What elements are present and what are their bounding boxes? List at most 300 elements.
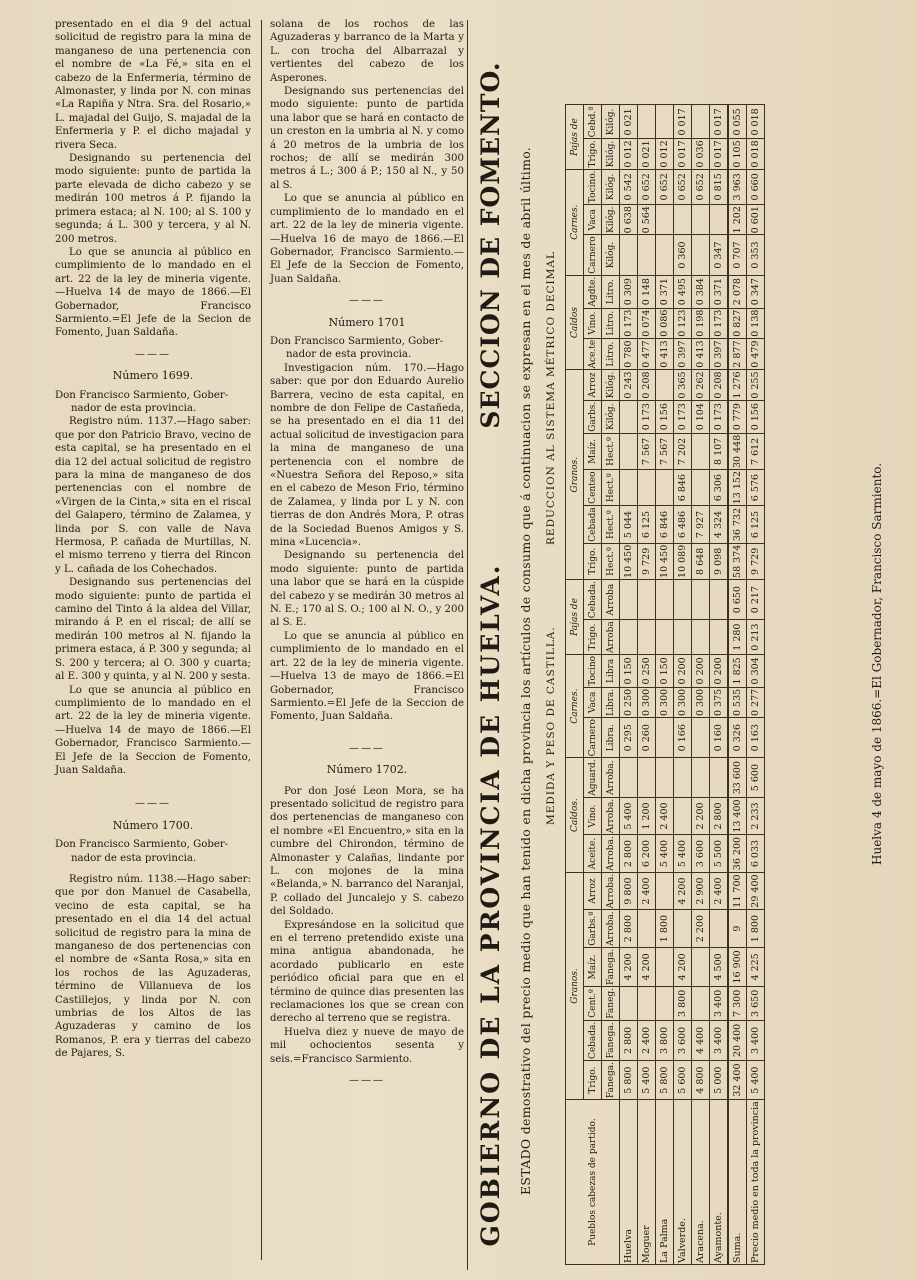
price-cell: 0 360 (674, 235, 692, 275)
separator: ——— (349, 1075, 385, 1087)
price-cell: 2 900 (692, 872, 710, 910)
price-cell: 2 078 (728, 275, 747, 308)
price-cell: 4 225 (747, 947, 765, 986)
price-cell (638, 620, 656, 655)
price-cell (692, 758, 710, 797)
price-cell: 7 202 (674, 433, 692, 469)
price-cell: 0 104 (692, 400, 710, 433)
column-header: Vaca (584, 205, 602, 235)
price-cell (710, 758, 729, 797)
notice-header-line: nador de esta provincia. (71, 852, 197, 864)
price-cell (674, 758, 692, 797)
price-cell: 7 567 (638, 433, 656, 469)
price-cell (620, 758, 638, 797)
price-cell: 2 233 (747, 797, 765, 835)
price-cell (620, 400, 638, 433)
price-cell: 0 055 (728, 105, 747, 139)
table-row (728, 105, 747, 1265)
unit-header: Litro. (602, 275, 620, 308)
table-row (747, 105, 765, 1265)
price-cell: 0 243 (620, 370, 638, 400)
table-footer: Huelva 4 de mayo de 1866.=El Gobernador, Francisco Sarmiento. (870, 462, 884, 865)
price-cell: 0 250 (620, 687, 638, 717)
price-cell: 3 400 (710, 986, 729, 1020)
price-cell: 0 779 (728, 400, 747, 433)
price-cell: 0 652 (638, 169, 656, 205)
price-cell: 36 732 (728, 506, 747, 543)
price-cell (620, 235, 638, 275)
notice-header-line: Don Francisco Sarmiento, Gober- (55, 389, 229, 401)
column-header: Vino. (584, 797, 602, 835)
price-cell: 4 500 (710, 947, 729, 986)
price-cell: 0 397 (674, 338, 692, 370)
price-cell: 2 200 (692, 910, 710, 948)
separator: ——— (349, 295, 385, 307)
price-cell (638, 470, 656, 506)
price-cell: 0 021 (638, 139, 656, 169)
price-cell (674, 910, 692, 948)
price-cell: 0 200 (674, 654, 692, 687)
price-cell (620, 986, 638, 1020)
price-cell: 1 276 (728, 370, 747, 400)
section-title: SECCION DE FOMENTO. (476, 61, 505, 429)
unit-header: Arroba. (602, 797, 620, 835)
unit-header: Arroba (602, 620, 620, 655)
price-cell: 0 163 (747, 718, 765, 758)
price-cell: 1 825 (728, 654, 747, 687)
unit-header: Arroba (602, 579, 620, 619)
price-cell: 5 400 (656, 835, 674, 873)
price-cell: 5 400 (638, 1061, 656, 1100)
unit-header: Kilóg. (602, 370, 620, 400)
price-cell: 0 217 (747, 579, 765, 619)
price-cell: 0 309 (620, 275, 638, 308)
price-cell: 4 324 (710, 506, 729, 543)
price-cell: 0 479 (747, 338, 765, 370)
price-cell: 2 877 (728, 338, 747, 370)
price-cell: 0 173 (674, 400, 692, 433)
price-cell: 0 304 (747, 654, 765, 687)
price-cell: 5 800 (656, 1061, 674, 1100)
price-cell (692, 986, 710, 1020)
column-header: Tocino (584, 654, 602, 687)
price-cell: 6 125 (638, 506, 656, 543)
price-cell (692, 105, 710, 139)
notice-number: Número 1700. (112, 818, 194, 832)
unit-header: Arroba. (602, 910, 620, 948)
price-cell: 6 486 (674, 506, 692, 543)
price-cell: 0 660 (747, 169, 765, 205)
unit-header: Fanega. (602, 947, 620, 986)
column-header: Trigo. (584, 543, 602, 579)
government-title: GOBIERNO DE LA PROVINCIA DE HUELVA. (476, 563, 505, 1247)
price-cell (656, 947, 674, 986)
paragraph: Por don José Leon Mora, se ha presentado solicitud de registro para dos pertenencias de manganeso con el nombre «El Encuentro,» sita en la cumbre del Chirondon, término de Almonaster y Calañas, lindante por L. con mojones de la mina «Belanda,» N. barranco del Naranjal, P. collado del Juncalejo y S. cabezo del Soldado. (270, 785, 464, 918)
price-cell: 4 200 (638, 947, 656, 986)
notice-header-line: nador de esta provincia. (286, 349, 412, 361)
price-cell: 6 846 (656, 506, 674, 543)
price-cell: 6 576 (747, 470, 765, 506)
price-cell: 13 400 (728, 797, 747, 835)
price-cell: 0 017 (674, 105, 692, 139)
price-cell: 5 800 (620, 1061, 638, 1100)
price-cell: 29 400 (747, 872, 765, 910)
paragraph: Investigacion núm. 170.—Hago saber: que por don Eduardo Aurelio Barrera, vecino de esta capital, en nombre de don Felipe de Castañeda, se ha presentado en el dia 11 del actual solicitud de investigacion para la mina de manganeso de una pertenencia con el nombre de «Nuestra Señora del Reposo,» sita en el cabezo de Meson Frio, término de Zalamea, y linda por L y N. con tierras de don Andrés Mora, P. otras de la Sociedad Buenos Amigos y S. mina «Lucencia». (270, 362, 464, 549)
notice-header (55, 838, 251, 865)
paragraph: Registro núm. 1138.—Hago saber: que por don Manuel de Casabella, vecino de esta capital, se ha presentado en el dia 14 del actual solicitud de registro para la mina de manganeso de dos pertenencias con el nombre de «Santa Rosa,» sita en los rochos de las Aguzaderas, término de Villanueva de los Castillejos, y linda por N. con umbrias de los Altos de las Aguzaderas y camino de los Romanos, P. era y tierras del cabezo de Pajares, S. (55, 873, 251, 1060)
price-cell: 30 448 (728, 433, 747, 469)
price-cell (656, 105, 674, 139)
price-cell (692, 205, 710, 235)
price-cell: 13 152 (728, 470, 747, 506)
paragraph: Huelva diez y nueve de mayo de mil ochocientos sesenta y seis.=Francisco Sarmiento. (270, 1026, 464, 1065)
price-cell: 0 036 (692, 139, 710, 169)
unit-header: Kilóg. (602, 169, 620, 205)
group-header: Granos. (566, 370, 584, 580)
price-cell: 5 400 (674, 835, 692, 873)
price-cell: 4 200 (674, 947, 692, 986)
column-header: Aceite. (584, 835, 602, 873)
price-cell: 5 600 (674, 1061, 692, 1100)
price-cell: 0 495 (674, 275, 692, 308)
unit-header: Fanega. (602, 1061, 620, 1100)
price-cell: 1 202 (728, 205, 747, 235)
unit-header: Libra. (602, 718, 620, 758)
notice-header (270, 335, 464, 362)
unit-header: Kilóg. (602, 235, 620, 275)
column-header: Cebd.ª (584, 105, 602, 139)
price-table (565, 104, 765, 1265)
price-cell: 0 012 (656, 139, 674, 169)
price-cell (638, 105, 656, 139)
paragraph: Designando sus pertenencias del modo siguiente: punto de partida el camino del Tinto á la aldea del Villar, mirando á P. en el riscal; de allí se medirán 100 metros al N. fijando la primera estaca, á P. 300 y segunda; al S. 200 y tercera; al O. 300 y cuarta; al E. 300 y quinta, y al N. 200 y sesta. (55, 577, 251, 683)
column-header: Tocino. (584, 169, 602, 205)
price-cell (638, 986, 656, 1020)
price-cell: 0 347 (710, 235, 729, 275)
column-header: Vaca (584, 687, 602, 717)
price-cell: 0 384 (692, 275, 710, 308)
price-cell: 0 295 (620, 718, 638, 758)
paragraph: Expresándose en la solicitud que en el terreno pretendido existe una mina antigua abandonada, he acordado publicarlo en este periódico oficial para que en el término de quince dias presenten las reclamaciones los que se crean con derecho al terreno que se registra. (270, 919, 464, 1025)
price-cell: 0 138 (747, 308, 765, 338)
price-cell: 0 156 (656, 400, 674, 433)
price-cell: 0 173 (620, 308, 638, 338)
column-header: Cebada. (584, 1020, 602, 1060)
price-cell (620, 470, 638, 506)
unit-header: Hect.º (602, 543, 620, 579)
price-cell: 8 107 (710, 433, 729, 469)
price-cell: 0 326 (728, 718, 747, 758)
price-cell: 4 800 (692, 1061, 710, 1100)
price-cell (656, 205, 674, 235)
price-cell: 2 400 (638, 1020, 656, 1060)
price-cell: 0 652 (656, 169, 674, 205)
price-cell: 0 780 (620, 338, 638, 370)
price-cell: 0 018 (747, 139, 765, 169)
price-cell: 3 600 (692, 835, 710, 873)
price-cell (692, 433, 710, 469)
group-header: Granos. (566, 872, 584, 1099)
column-header: Cebada (584, 506, 602, 543)
group-header: Caldos (566, 275, 584, 370)
column-header: Carnero (584, 718, 602, 758)
price-cell: 0 021 (620, 105, 638, 139)
price-cell: 0 173 (710, 400, 729, 433)
price-cell: 0 086 (656, 308, 674, 338)
unit-header: Arroba. (602, 872, 620, 910)
price-cell: 7 612 (747, 433, 765, 469)
unit-header: Hect.º (602, 506, 620, 543)
price-cell: 0 535 (728, 687, 747, 717)
price-cell (692, 620, 710, 655)
price-cell: 0 300 (638, 687, 656, 717)
price-cell: 9 729 (638, 543, 656, 579)
column-header: Garbs.º (584, 910, 602, 948)
column-header: Trigo. (584, 1061, 602, 1100)
price-cell (638, 235, 656, 275)
price-cell: 0 300 (674, 687, 692, 717)
price-cell: 1 800 (656, 910, 674, 948)
price-cell: 0 148 (638, 275, 656, 308)
price-cell: 0 250 (638, 654, 656, 687)
price-cell (620, 433, 638, 469)
price-cell: 0 353 (747, 235, 765, 275)
castilla-measure-heading: MEDIDA Y PESO DE CASTILLA. (545, 626, 557, 825)
price-cell: 2 800 (620, 910, 638, 948)
group-header: Carnes. (566, 654, 584, 757)
price-cell (674, 579, 692, 619)
column-rule (261, 20, 262, 1260)
separator: ——— (135, 348, 171, 360)
price-cell: 2 800 (710, 797, 729, 835)
table-row (692, 105, 710, 1265)
price-cell: 3 400 (747, 1020, 765, 1060)
column-header: Maíz. (584, 947, 602, 986)
price-cell: 0 173 (638, 400, 656, 433)
unit-header: Hect.º (602, 433, 620, 469)
town-cell: Aracena. (692, 1100, 710, 1265)
price-cell: 6 033 (747, 835, 765, 873)
price-cell: 0 213 (747, 620, 765, 655)
column-header: Trigo. (584, 139, 602, 169)
price-cell: 0 707 (728, 235, 747, 275)
price-cell (710, 579, 729, 619)
price-cell: 2 400 (710, 872, 729, 910)
price-cell (692, 470, 710, 506)
price-cell: 5 500 (710, 835, 729, 873)
price-cell: 0 413 (656, 338, 674, 370)
price-cell: 32 400 (728, 1061, 747, 1100)
rotated-table-content (470, 5, 917, 1265)
price-cell: 0 371 (656, 275, 674, 308)
price-cell: 0 300 (692, 687, 710, 717)
price-cell: 33 600 (728, 758, 747, 797)
price-cell: 3 800 (674, 986, 692, 1020)
price-cell: 5 600 (747, 758, 765, 797)
price-cell: 0 650 (728, 579, 747, 619)
price-cell: 36 200 (728, 835, 747, 873)
unit-header: Arroba. (602, 835, 620, 873)
text-column-1 (55, 18, 251, 1061)
unit-header: Kilóg. (602, 400, 620, 433)
price-cell (638, 910, 656, 948)
table-row (620, 105, 638, 1265)
price-cell: 0 827 (728, 308, 747, 338)
notice-number: Número 1701 (328, 315, 406, 329)
price-cell: 3 963 (728, 169, 747, 205)
price-cell: 7 567 (656, 433, 674, 469)
price-cell (656, 718, 674, 758)
price-cell: 4 400 (692, 1020, 710, 1060)
paragraph: Lo que se anuncia al público en cumplimiento de lo mandado en el art. 22 de la ley de mineria vigente. —Huelva 13 de mayo de 1866.=El Gobernador, Francisco Sarmiento.=El Jefe de la Seccion de Fomento, Juan Saldaña. (270, 630, 464, 723)
town-cell: La Palma (656, 1100, 674, 1265)
column-header: Carnero (584, 235, 602, 275)
price-cell: 3 600 (674, 1020, 692, 1060)
price-cell: 7 927 (692, 506, 710, 543)
column-rule (467, 20, 468, 1270)
notice-header-line: Don Francisco Sarmiento, Gober- (55, 839, 229, 851)
price-cell (656, 620, 674, 655)
price-cell: 0 371 (710, 275, 729, 308)
column-header: Ace.te (584, 338, 602, 370)
column-header: Garbs. (584, 400, 602, 433)
town-cell: Huelva (620, 1100, 638, 1265)
price-cell (674, 797, 692, 835)
price-cell: 3 650 (747, 986, 765, 1020)
price-cell: 4 200 (674, 872, 692, 910)
price-cell: 3 400 (710, 1020, 729, 1060)
price-cell: 0 652 (674, 169, 692, 205)
unit-header: Fanega. (602, 1020, 620, 1060)
price-cell: 0 200 (692, 654, 710, 687)
price-cell: 0 601 (747, 205, 765, 235)
paragraph: Designando su pertenencia del modo siguiente: punto de partida la parte elevada de dicho cabezo y se medirán 100 metros á P. fijando la primera estaca; al N. 100; al S. 100 y segunda; á L. 300 y tercera, y al N. 200 metros. (55, 153, 251, 245)
price-cell (638, 579, 656, 619)
price-cell: 0 012 (620, 139, 638, 169)
price-cell: 0 255 (747, 370, 765, 400)
price-cell: 9 098 (710, 543, 729, 579)
price-cell: 0 074 (638, 308, 656, 338)
column-header: Centeo (584, 470, 602, 506)
column-header: Trigo. (584, 620, 602, 655)
price-cell (638, 758, 656, 797)
price-cell: 10 089 (674, 543, 692, 579)
price-cell: 0 542 (620, 169, 638, 205)
price-cell: 0 347 (747, 275, 765, 308)
price-cell: 0 017 (674, 139, 692, 169)
price-cell: 1 200 (638, 797, 656, 835)
price-cell: 2 200 (692, 797, 710, 835)
price-cell (692, 718, 710, 758)
unit-header: Hect.º (602, 470, 620, 506)
notice-header-line: nador de esta provincia. (71, 402, 197, 414)
town-cell: Valverde. (674, 1100, 692, 1265)
paragraph: Registro núm. 1137.—Hago saber: que por don Patricio Bravo, vecino de esta capital, se ha presentado en el dia 12 del actual solicitud de registro para la mina de manganeso de dos pertenencias con el nombre de «Virgen de la Cinta,» sita en el riscal del Galapero, término de Zalamea, y linda por S. con valle de Nava Hermosa, P. cañada de Murtillas, N. el mismo terreno y tierra del Rincon y L. cañada de los Cohechados. (55, 416, 251, 575)
price-cell: 6 200 (638, 835, 656, 873)
price-cell: 10 450 (620, 543, 638, 579)
table-row (710, 105, 729, 1265)
price-cell: 6 306 (710, 470, 729, 506)
rotated-table-section (470, 0, 917, 1280)
price-cell: 9 729 (747, 543, 765, 579)
price-cell: 0 260 (638, 718, 656, 758)
price-cell (674, 205, 692, 235)
price-cell: 0 564 (638, 205, 656, 235)
price-cell: 5 044 (620, 506, 638, 543)
paragraph: Lo que se anuncia al público en cumplimiento de lo mandado en el art. 22 de la ley de mineria vigente. —Huelva 14 de mayo de 1866.—El Gobernador, Francisco Sarmiento.—El Jefe de la Seccion de Fomento, Juan Saldaña. (55, 684, 251, 776)
price-cell (674, 620, 692, 655)
price-cell (710, 910, 729, 948)
paragraph: Lo que se anuncia al público en cumplimiento de lo mandado en el art. 22 de la ley de mineria vigente. —Huelva 14 de mayo de 1866.—El Gobernador, Francisco Sarmiento.=El Jefe de la Secion de Fomento, Juan Saldaña. (55, 246, 251, 339)
price-cell: 0 365 (674, 370, 692, 400)
unit-header: Kilóg. (602, 105, 620, 139)
unit-header: Kilóg. (602, 139, 620, 169)
price-cell: 6 846 (674, 470, 692, 506)
price-cell: 0 150 (656, 654, 674, 687)
price-cell: 7 300 (728, 986, 747, 1020)
price-cell: 0 262 (692, 370, 710, 400)
price-cell: 0 638 (620, 205, 638, 235)
price-cell: 0 413 (692, 338, 710, 370)
price-cell: 0 397 (710, 338, 729, 370)
table-row (674, 105, 692, 1265)
price-cell: 0 018 (747, 105, 765, 139)
unit-header: Libra. (602, 687, 620, 717)
price-cell: 10 450 (656, 543, 674, 579)
column-header: Arroz (584, 370, 602, 400)
price-cell: 0 375 (710, 687, 729, 717)
price-cell (692, 579, 710, 619)
town-cell: Ayamonte. (710, 1100, 729, 1265)
price-cell: 9 (728, 910, 747, 948)
price-cell: 0 208 (710, 370, 729, 400)
group-header: Caldos. (566, 758, 584, 872)
price-cell: 0 017 (710, 105, 729, 139)
table-row (638, 105, 656, 1265)
price-cell: 0 477 (638, 338, 656, 370)
unit-header: Litro. (602, 308, 620, 338)
price-cell: 0 208 (638, 370, 656, 400)
column-header: Maíz. (584, 433, 602, 469)
paragraph: Designando su pertenencia del modo siguiente: punto de partida una labor que se hará en la cúspide del cabezo y se medirán 30 metros al N. E.; 170 al S. O.; 100 al N. O., y 200 al S. E. (270, 550, 464, 629)
price-cell: 0 156 (747, 400, 765, 433)
price-cell: 4 200 (620, 947, 638, 986)
price-cell (656, 758, 674, 797)
price-cell: 0 198 (692, 308, 710, 338)
price-cell: 1 800 (747, 910, 765, 948)
price-cell: 0 105 (728, 139, 747, 169)
column-header: Cent.º (584, 986, 602, 1020)
table-row (656, 105, 674, 1265)
group-header: Pajas de (566, 105, 584, 169)
price-cell: 2 400 (638, 872, 656, 910)
town-cell: Moguer (638, 1100, 656, 1265)
price-cell: 11 700 (728, 872, 747, 910)
notice-header (55, 389, 251, 416)
price-cell: 0 123 (674, 308, 692, 338)
price-cell: 8 648 (692, 543, 710, 579)
price-cell: 5 000 (710, 1061, 729, 1100)
price-cell: 20 400 (728, 1020, 747, 1060)
price-cell (656, 986, 674, 1020)
price-cell: 6 125 (747, 506, 765, 543)
price-cell: 0 166 (674, 718, 692, 758)
notice-header-line: Don Francisco Sarmiento, Gober- (270, 335, 444, 347)
price-cell: 0 815 (710, 169, 729, 205)
price-cell (692, 235, 710, 275)
column-header: Vino. (584, 308, 602, 338)
price-cell: 0 160 (710, 718, 729, 758)
